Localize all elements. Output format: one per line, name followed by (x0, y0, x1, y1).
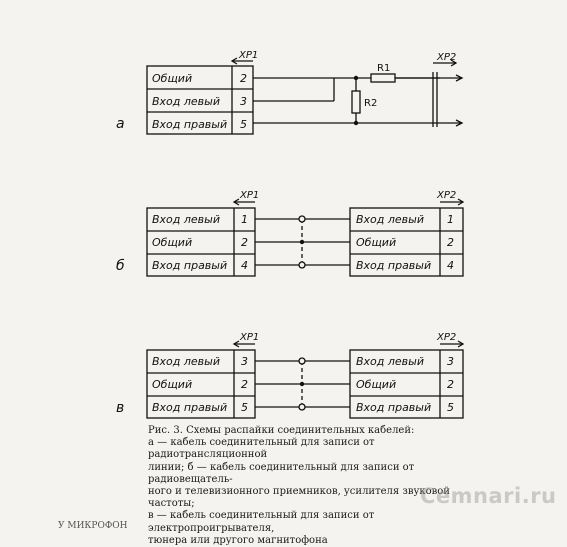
row-label: Вход левый (152, 213, 221, 226)
xp1-label-c: XP1 (240, 332, 260, 343)
caption-line: а — кабель соединительный для записи от радиотрансляционной (148, 437, 375, 461)
xp2-label-b: XP2 (437, 190, 457, 201)
scheme-letter-c: в (116, 400, 125, 416)
pin-number: 2 (240, 72, 247, 85)
scheme-letter-b: б (116, 258, 125, 274)
caption-line: в — кабель соединительный для записи от электропроигрывателя, (148, 510, 375, 534)
pin-number: 5 (240, 118, 247, 131)
resistor-r2-label: R2 (364, 98, 378, 109)
xp1-label-a: XP1 (239, 50, 259, 61)
pin-number: 1 (241, 213, 248, 226)
row-label: Вход правый (356, 401, 432, 414)
pin-number: 5 (241, 401, 248, 414)
pin-number: 2 (241, 236, 248, 249)
row-label: Общий (356, 236, 397, 249)
pin-number: 5 (447, 401, 454, 414)
row-label: Вход левый (356, 355, 425, 368)
pin-number: 2 (447, 236, 454, 249)
pin-number: 3 (447, 355, 454, 368)
pin-number: 2 (241, 378, 248, 391)
caption-line: линии; б — кабель соединительный для записи от радиовещатель- (148, 461, 415, 485)
caption-line: ного и телевизионного приемников, усилителя звуковой частоты; (148, 486, 450, 510)
row-label: Вход левый (152, 355, 221, 368)
row-label: Общий (152, 236, 193, 249)
row-label: Вход правый (152, 118, 228, 131)
caption-title: Рис. 3. Схемы распайки соединительных кабелей: (148, 425, 415, 436)
row-label: Общий (356, 378, 397, 391)
xp2-label-a: XP2 (437, 52, 457, 63)
pin-number: 4 (447, 259, 454, 272)
pin-number: 2 (447, 378, 454, 391)
row-label: Вход левый (356, 213, 425, 226)
row-label: Вход правый (152, 259, 228, 272)
scheme-letter-a: а (116, 116, 125, 132)
row-label: Вход левый (152, 95, 221, 108)
watermark-logo: Cemnari.ru (420, 484, 557, 508)
row-label: Общий (152, 72, 193, 85)
resistor-r1 (371, 74, 395, 82)
row-label: Вход правый (152, 401, 228, 414)
xp1-label-b: XP1 (240, 190, 260, 201)
resistor-r1-label: R1 (377, 63, 391, 74)
pin-number: 3 (240, 95, 247, 108)
page-footer-fragment: У МИКРОФОН (58, 521, 128, 531)
caption-line: тюнера или другого магнитофона (148, 534, 328, 546)
pin-number: 4 (241, 259, 248, 272)
row-label: Общий (152, 378, 193, 391)
xp2-label-c: XP2 (437, 332, 457, 343)
row-label: Вход правый (356, 259, 432, 272)
pin-number: 1 (447, 213, 454, 226)
resistor-r2 (352, 91, 360, 113)
pin-number: 3 (241, 355, 248, 368)
